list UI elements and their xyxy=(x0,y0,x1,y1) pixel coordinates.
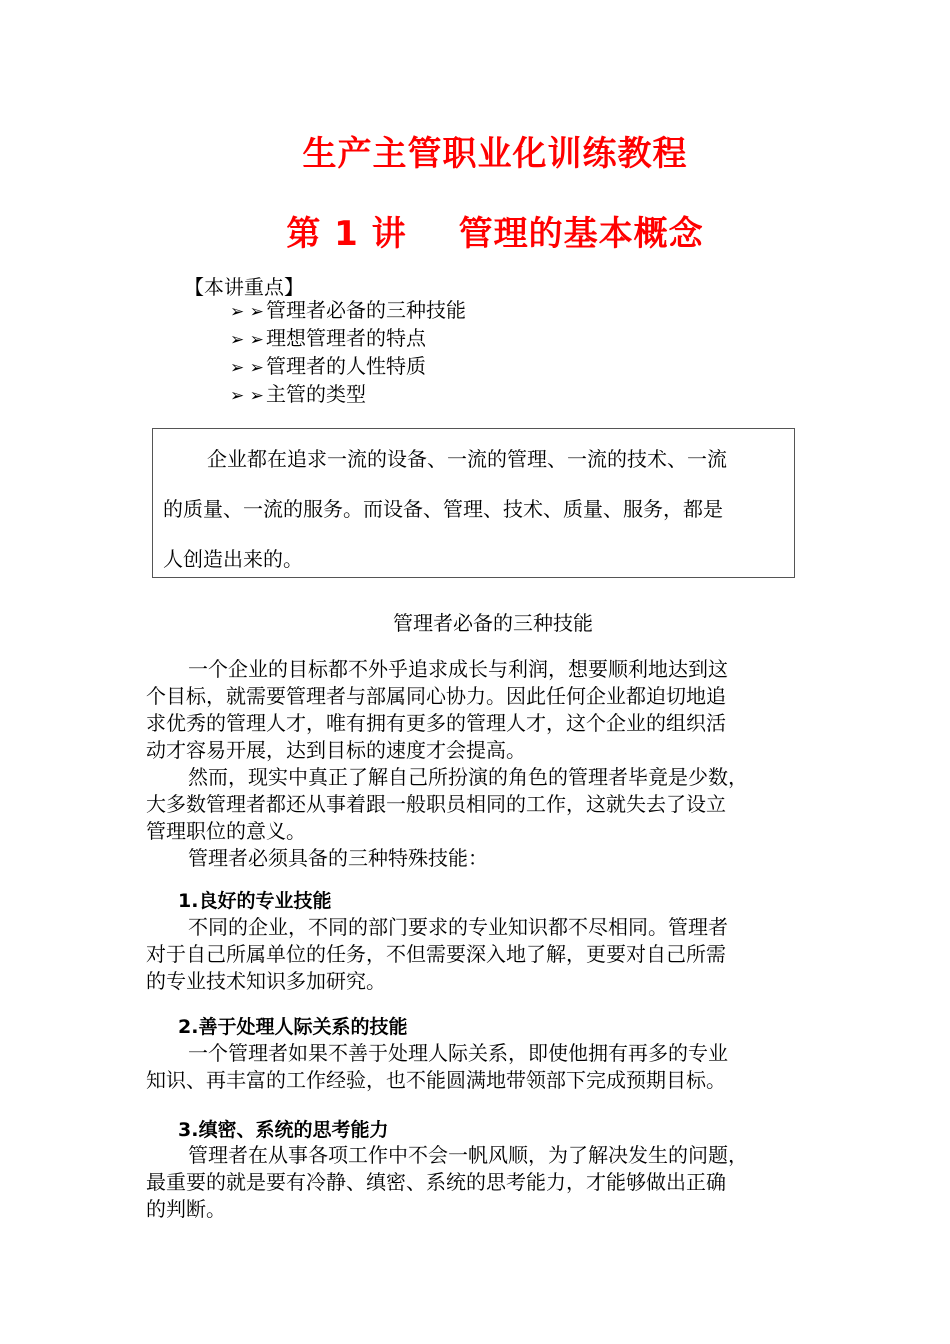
skill-heading: 2.善于处理人际关系的技能 xyxy=(178,1016,408,1038)
paragraph-line: 一个管理者如果不善于处理人际关系，即使他拥有再多的专业 xyxy=(188,1041,728,1065)
paragraph-line: 的专业技术知识多加研究。 xyxy=(146,969,386,993)
arrow-bullet-icon: ➢ ➢ xyxy=(230,330,264,350)
paragraph-line: 对于自己所属单位的任务，不但需要深入地了解，更要对自己所需 xyxy=(146,942,726,966)
paragraph-line: 动才容易开展，达到目标的速度才会提高。 xyxy=(146,738,526,762)
list-item xyxy=(230,380,466,408)
quote-line: 人创造出来的。 xyxy=(163,547,303,571)
arrow-bullet-icon: ➢ ➢ xyxy=(230,386,264,406)
quote-line: 的质量、一流的服务。而设备、管理、技术、质量、服务，都是 xyxy=(163,497,723,521)
arrow-bullet-icon: ➢ ➢ xyxy=(230,358,264,378)
list-item-label: 管理者的人性特质 xyxy=(266,354,426,378)
list-item xyxy=(230,324,466,352)
document-title: 生产主管职业化训练教程 xyxy=(302,134,688,174)
lecture-name: 管理的基本概念 xyxy=(458,214,704,254)
list-item-label: 管理者必备的三种技能 xyxy=(266,298,466,322)
paragraph-line: 个目标，就需要管理者与部属同心协力。因此任何企业都迫切地追 xyxy=(146,684,726,708)
list-item xyxy=(230,352,466,380)
lecture-title xyxy=(20,206,950,255)
paragraph-line: 不同的企业，不同的部门要求的专业知识都不尽相同。管理者 xyxy=(188,915,728,939)
paragraph-line: 知识、再丰富的工作经验，也不能圆满地带领部下完成预期目标。 xyxy=(146,1068,726,1092)
paragraph-line: 最重要的就是要有冷静、缜密、系统的思考能力，才能够做出正确 xyxy=(146,1170,726,1194)
section-title: 管理者必备的三种技能 xyxy=(393,611,593,635)
paragraph-line: 一个企业的目标都不外乎追求成长与利润，想要顺利地达到这 xyxy=(188,657,728,681)
paragraph-line: 管理者必须具备的三种特殊技能： xyxy=(188,846,488,870)
skill-heading: 3.缜密、系统的思考能力 xyxy=(178,1119,389,1141)
paragraph-line: 然而，现实中真正了解自己所扮演的角色的管理者毕竟是少数， xyxy=(188,765,748,789)
quote-box xyxy=(152,428,795,578)
paragraph-line: 管理者在从事各项工作中不会一帆风顺，为了解决发生的问题， xyxy=(188,1143,748,1167)
paragraph-line: 管理职位的意义。 xyxy=(146,819,306,843)
quote-line: 企业都在追求一流的设备、一流的管理、一流的技术、一流 xyxy=(207,447,727,471)
key-points-list xyxy=(230,296,466,408)
paragraph-line: 求优秀的管理人才，唯有拥有更多的管理人才，这个企业的组织活 xyxy=(146,711,726,735)
list-item xyxy=(230,296,466,324)
arrow-bullet-icon: ➢ ➢ xyxy=(230,302,264,322)
lecture-number: 第 1 讲 xyxy=(286,214,407,254)
skill-heading: 1.良好的专业技能 xyxy=(178,890,332,912)
key-points-heading: 【本讲重点】 xyxy=(184,275,304,299)
list-item-label: 理想管理者的特点 xyxy=(266,326,426,350)
paragraph-line: 大多数管理者都还从事着跟一般职员相同的工作，这就失去了设立 xyxy=(146,792,726,816)
paragraph-line: 的判断。 xyxy=(146,1197,226,1221)
list-item-label: 主管的类型 xyxy=(266,382,366,406)
